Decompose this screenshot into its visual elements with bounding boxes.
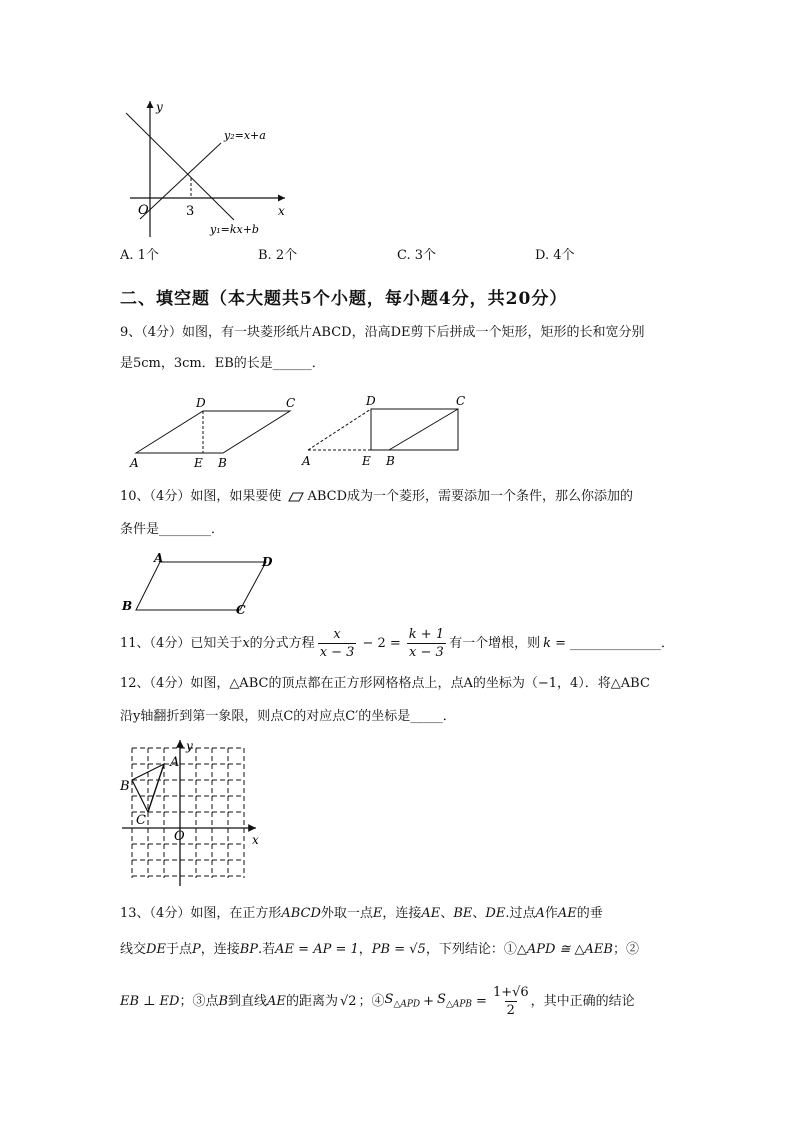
q13-cond1: AE = AP = 1 [275,942,359,957]
q11-minus-2: − 2 = [362,636,401,651]
frac2-numerator: k + 1 [408,627,445,642]
label-c: C [136,813,146,828]
q11-k-eq: k = [543,636,567,651]
label-d: D [262,555,273,569]
q13-b: B [218,994,229,1009]
q9-line1: 9、（4分）如图，有一块菱形纸片ABCD，沿高DE剪下后拼成一个矩形，矩形的长和宽分别 [120,325,645,340]
y2-label: y₂=x+a [224,129,266,142]
q13-l3d: 的距离为 [285,994,338,1009]
q11-line [120,628,674,659]
q11-post: 有一个增根，则 [449,636,541,651]
q13-plus: + [423,994,435,1009]
q13-l1a: 13、（4分）如图，在正方形 [120,906,282,921]
left-label-e: E [194,456,203,470]
label-x: x [252,833,259,847]
y-axis-label: y [156,100,163,114]
right-label-d: D [366,394,376,408]
q13-s1 [385,993,421,1010]
label-c: C [236,603,246,617]
q11-blank: ______________． [570,636,675,651]
q13-p: P [191,942,201,957]
q13-l1c: ，连接 [382,906,422,921]
label-b: B [122,599,133,613]
left-label-b: B [218,456,227,470]
q13-l2a: 线交 [120,942,147,957]
q13-line3 [120,986,635,1017]
label-y: y [186,739,193,753]
q10-parallelogram-figure [118,550,278,620]
left-label-a: A [130,456,139,470]
q13-line1 [120,907,603,920]
q10-line1-pre: 10、（4分）如图，如果要使 [120,489,282,504]
q9-line2: 是5cm，3cm．EB的长是______． [120,356,325,371]
label-a: A [170,755,180,770]
q12-line1: 12、（4分）如图，△ABC的顶点都在正方形网格格点上，点A的坐标为（−1，4）．将△ABC [120,676,650,691]
right-label-c: C [456,394,466,408]
q11-fraction-1 [318,628,357,659]
q13-sep2: 、 [472,906,486,921]
line-y2 [140,143,221,219]
q13-be: BE [453,906,473,921]
q13-l2c: ，连接 [200,942,240,957]
q13-s1-sub: △APD [393,999,421,1010]
parallelogram-abcd [136,562,266,610]
q13-sqrt2: √2 [339,994,357,1009]
q13-cond2: PB = √5 [371,942,426,957]
q13-s2-s: S [437,992,446,1008]
q8-option-b: B. 2个 [258,248,298,263]
q10-line2: 条件是________． [120,522,225,537]
tick-3-label: 3 [186,204,195,219]
q11-var-x: x [242,636,250,651]
q13-l1f: 的垂 [576,906,603,921]
y1-label: y₁=kx+b [210,223,259,236]
q13-s2 [437,993,472,1010]
q13-l2d: .若 [258,942,276,957]
q13-fraction [491,986,531,1017]
q12-grid-figure [118,738,268,888]
q13-frac-num: 1+√6 [492,985,529,1000]
q13-a: A [535,906,545,921]
q13-bp: BP [239,942,259,957]
q13-l2b: 于点 [165,942,192,957]
q13-l2g: ；② [612,942,639,957]
q11-pre: 11、（4分）已知关于 [120,636,243,651]
q13-l1d: .过点 [505,906,536,921]
left-label-d: D [196,396,206,410]
q13-s2-sub: △APB [445,999,473,1010]
q13-ae3: AE [267,994,286,1009]
q11-fraction-2 [407,628,446,659]
q13-c1: △APD ≅ △AEB [516,942,613,957]
q13-l3b: ；③点 [179,994,219,1009]
left-label-c: C [286,396,296,410]
frac1-numerator: x [333,627,341,642]
right-label-e: E [362,454,371,468]
label-o: O [174,829,185,844]
q9-figures [128,393,478,473]
q13-s1-s: S [384,992,394,1008]
label-b: B [120,779,130,794]
q13-sep1: 、 [440,906,454,921]
q13-l3f: ，其中正确的结论 [530,994,635,1009]
q10-line1-post: ABCD成为一个菱形，需要添加一个条件，那么你添加的 [307,489,634,504]
q13-ae2: AE [557,906,577,921]
q12-line2: 沿y轴翻折到第一象限，则点C的对应点C′的坐标是_____． [120,709,456,724]
q13-l3c: 到直线 [228,994,268,1009]
origin-label: O [138,203,149,218]
rectangle [371,409,458,450]
parallelogram-icon [288,492,304,502]
q13-de: DE [485,906,506,921]
q13-e: E [372,906,383,921]
x-axis-label: x [278,204,285,218]
right-label-b: B [386,454,395,468]
q13-abcd: ABCD [281,906,321,921]
diag-bc [389,409,458,450]
q13-l2f: ，下列结论：① [425,942,517,957]
section2-title: 二、填空题（本大题共5个小题，每小题4分，共20分） [120,289,568,309]
q13-ae: AE [421,906,441,921]
q11-mid: 的分式方程 [249,636,315,651]
frac1-denominator: x − 3 [319,645,355,660]
label-a: A [154,551,164,565]
q8-option-a: A. 1个 [120,248,159,263]
rhombus-abcd [136,411,290,453]
q13-eq: = [476,994,487,1009]
dashed-grid [132,748,244,878]
q13-line2 [120,943,639,956]
q13-l2e: ， [358,942,372,957]
q10-line1 [120,490,633,503]
q13-l1b: 外取一点 [320,906,373,921]
q13-l3e: ；④ [358,994,385,1009]
frac2-denominator: x − 3 [409,645,444,660]
q8-option-c: C. 3个 [397,248,437,263]
q13-l3a: EB ⊥ ED [120,994,180,1009]
q8-option-d: D. 4个 [535,248,575,263]
q13-l1e: 作 [544,906,558,921]
q13-de2: DE [146,942,166,957]
right-label-a: A [302,454,311,468]
dashed-ad [308,409,371,450]
q13-frac-den: 2 [506,1003,515,1018]
q8-graph-figure [118,95,298,245]
